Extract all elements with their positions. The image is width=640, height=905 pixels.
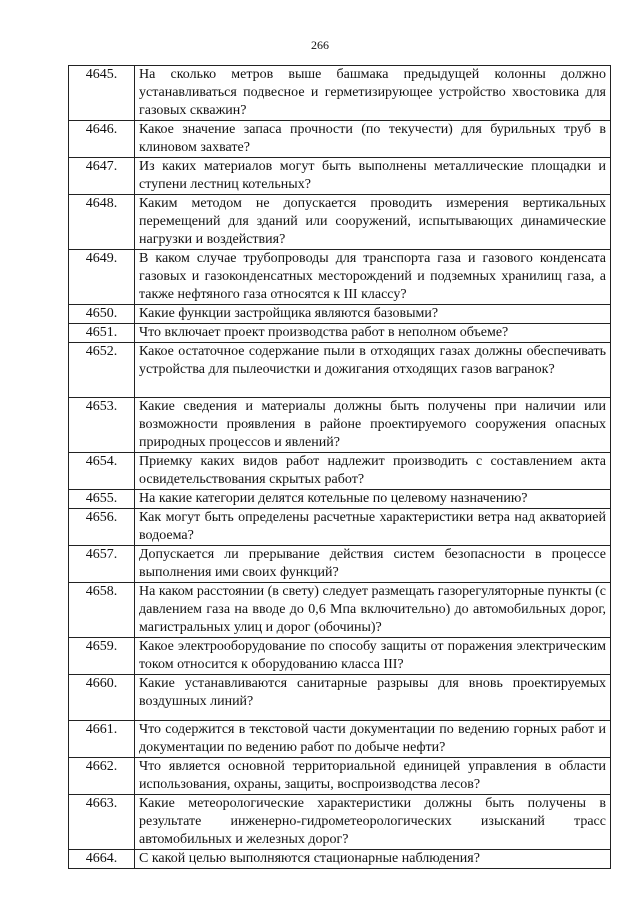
question-number: 4664. (69, 850, 135, 869)
question-number: 4651. (69, 324, 135, 343)
question-text: Какие устанавливаются санитарные разрывы для вновь проектируемых воздушных линий? (135, 675, 611, 721)
table-row (69, 721, 611, 758)
table-row (69, 305, 611, 324)
question-text: В каком случае трубопроводы для транспорта газа и газового конденсата газовых и газоконденсатных месторождений и подземных хранилищ газа, а также нефтяного газа относятся к III классу? (135, 250, 611, 305)
question-number: 4656. (69, 509, 135, 546)
question-text: Как могут быть определены расчетные характеристики ветра над акваторией водоема? (135, 509, 611, 546)
questions-table (68, 65, 611, 869)
table-row (69, 583, 611, 638)
question-number: 4650. (69, 305, 135, 324)
table-row (69, 638, 611, 675)
question-number: 4652. (69, 343, 135, 398)
question-text: Что включает проект производства работ в неполном объеме? (135, 324, 611, 343)
question-text: Допускается ли прерывание действия систем безопасности в процессе выполнения ими своих функций? (135, 546, 611, 583)
question-text: Какое электрооборудование по способу защиты от поражения электрическим током относится к оборудованию класса III? (135, 638, 611, 675)
question-number: 4663. (69, 795, 135, 850)
question-text: Каким методом не допускается проводить измерения вертикальных перемещений для зданий или сооружений, испытывающих динамические нагрузки и воздействия? (135, 195, 611, 250)
question-number: 4645. (69, 66, 135, 121)
question-number: 4653. (69, 398, 135, 453)
question-number: 4659. (69, 638, 135, 675)
question-text: С какой целью выполняются стационарные наблюдения? (135, 850, 611, 869)
question-number: 4660. (69, 675, 135, 721)
table-row (69, 398, 611, 453)
table-row (69, 850, 611, 869)
question-text: Какие сведения и материалы должны быть получены при наличии или возможности проявления в районе проектируемого сооружения опасных природных процессов и явлений? (135, 398, 611, 453)
question-text: На какие категории делятся котельные по целевому назначению? (135, 490, 611, 509)
question-number: 4662. (69, 758, 135, 795)
question-text: На сколько метров выше башмака предыдущей колонны должно устанавливаться подвесное и герметизирующее устройство хвостовика для газовых скважин? (135, 66, 611, 121)
table-row (69, 158, 611, 195)
table-row (69, 490, 611, 509)
question-text: Какие функции застройщика являются базовыми? (135, 305, 611, 324)
question-number: 4646. (69, 121, 135, 158)
table-row (69, 758, 611, 795)
table-row (69, 675, 611, 721)
question-text: Какие метеорологические характеристики должны быть получены в результате инженерно-гидрометеорологических изысканий трасс автомобильных и железных дорог? (135, 795, 611, 850)
page-number: 266 (311, 38, 329, 52)
question-text: Приемку каких видов работ надлежит производить с составлением акта освидетельствования скрытых работ? (135, 453, 611, 490)
question-text: На каком расстоянии (в свету) следует размещать газорегуляторные пункты (с давлением газа на вводе до 0,6 Мпа включительно) до автомобильных дорог, магистральных улиц и дорог (обочины)? (135, 583, 611, 638)
question-text: Какое значение запаса прочности (по текучести) для бурильных труб в клиновом захвате? (135, 121, 611, 158)
table-row (69, 324, 611, 343)
table-row (69, 121, 611, 158)
question-number: 4657. (69, 546, 135, 583)
table-row (69, 343, 611, 398)
table-row (69, 509, 611, 546)
question-text: Что содержится в текстовой части документации по ведению горных работ и документации по ведению работ по добыче нефти? (135, 721, 611, 758)
question-number: 4658. (69, 583, 135, 638)
question-number: 4648. (69, 195, 135, 250)
table-row (69, 795, 611, 850)
question-number: 4654. (69, 453, 135, 490)
table-row (69, 250, 611, 305)
question-number: 4647. (69, 158, 135, 195)
table-row (69, 453, 611, 490)
table-row (69, 546, 611, 583)
question-text: Что является основной территориальной единицей управления в области использования, охраны, защиты, воспроизводства лесов? (135, 758, 611, 795)
question-number: 4655. (69, 490, 135, 509)
question-number: 4661. (69, 721, 135, 758)
question-number: 4649. (69, 250, 135, 305)
table-row (69, 195, 611, 250)
question-text: Какое остаточное содержание пыли в отходящих газах должны обеспечивать устройства для пылеочистки и дожигания отходящих газов вагранок? (135, 343, 611, 398)
table-row (69, 66, 611, 121)
question-text: Из каких материалов могут быть выполнены металлические площадки и ступени лестниц котельных? (135, 158, 611, 195)
